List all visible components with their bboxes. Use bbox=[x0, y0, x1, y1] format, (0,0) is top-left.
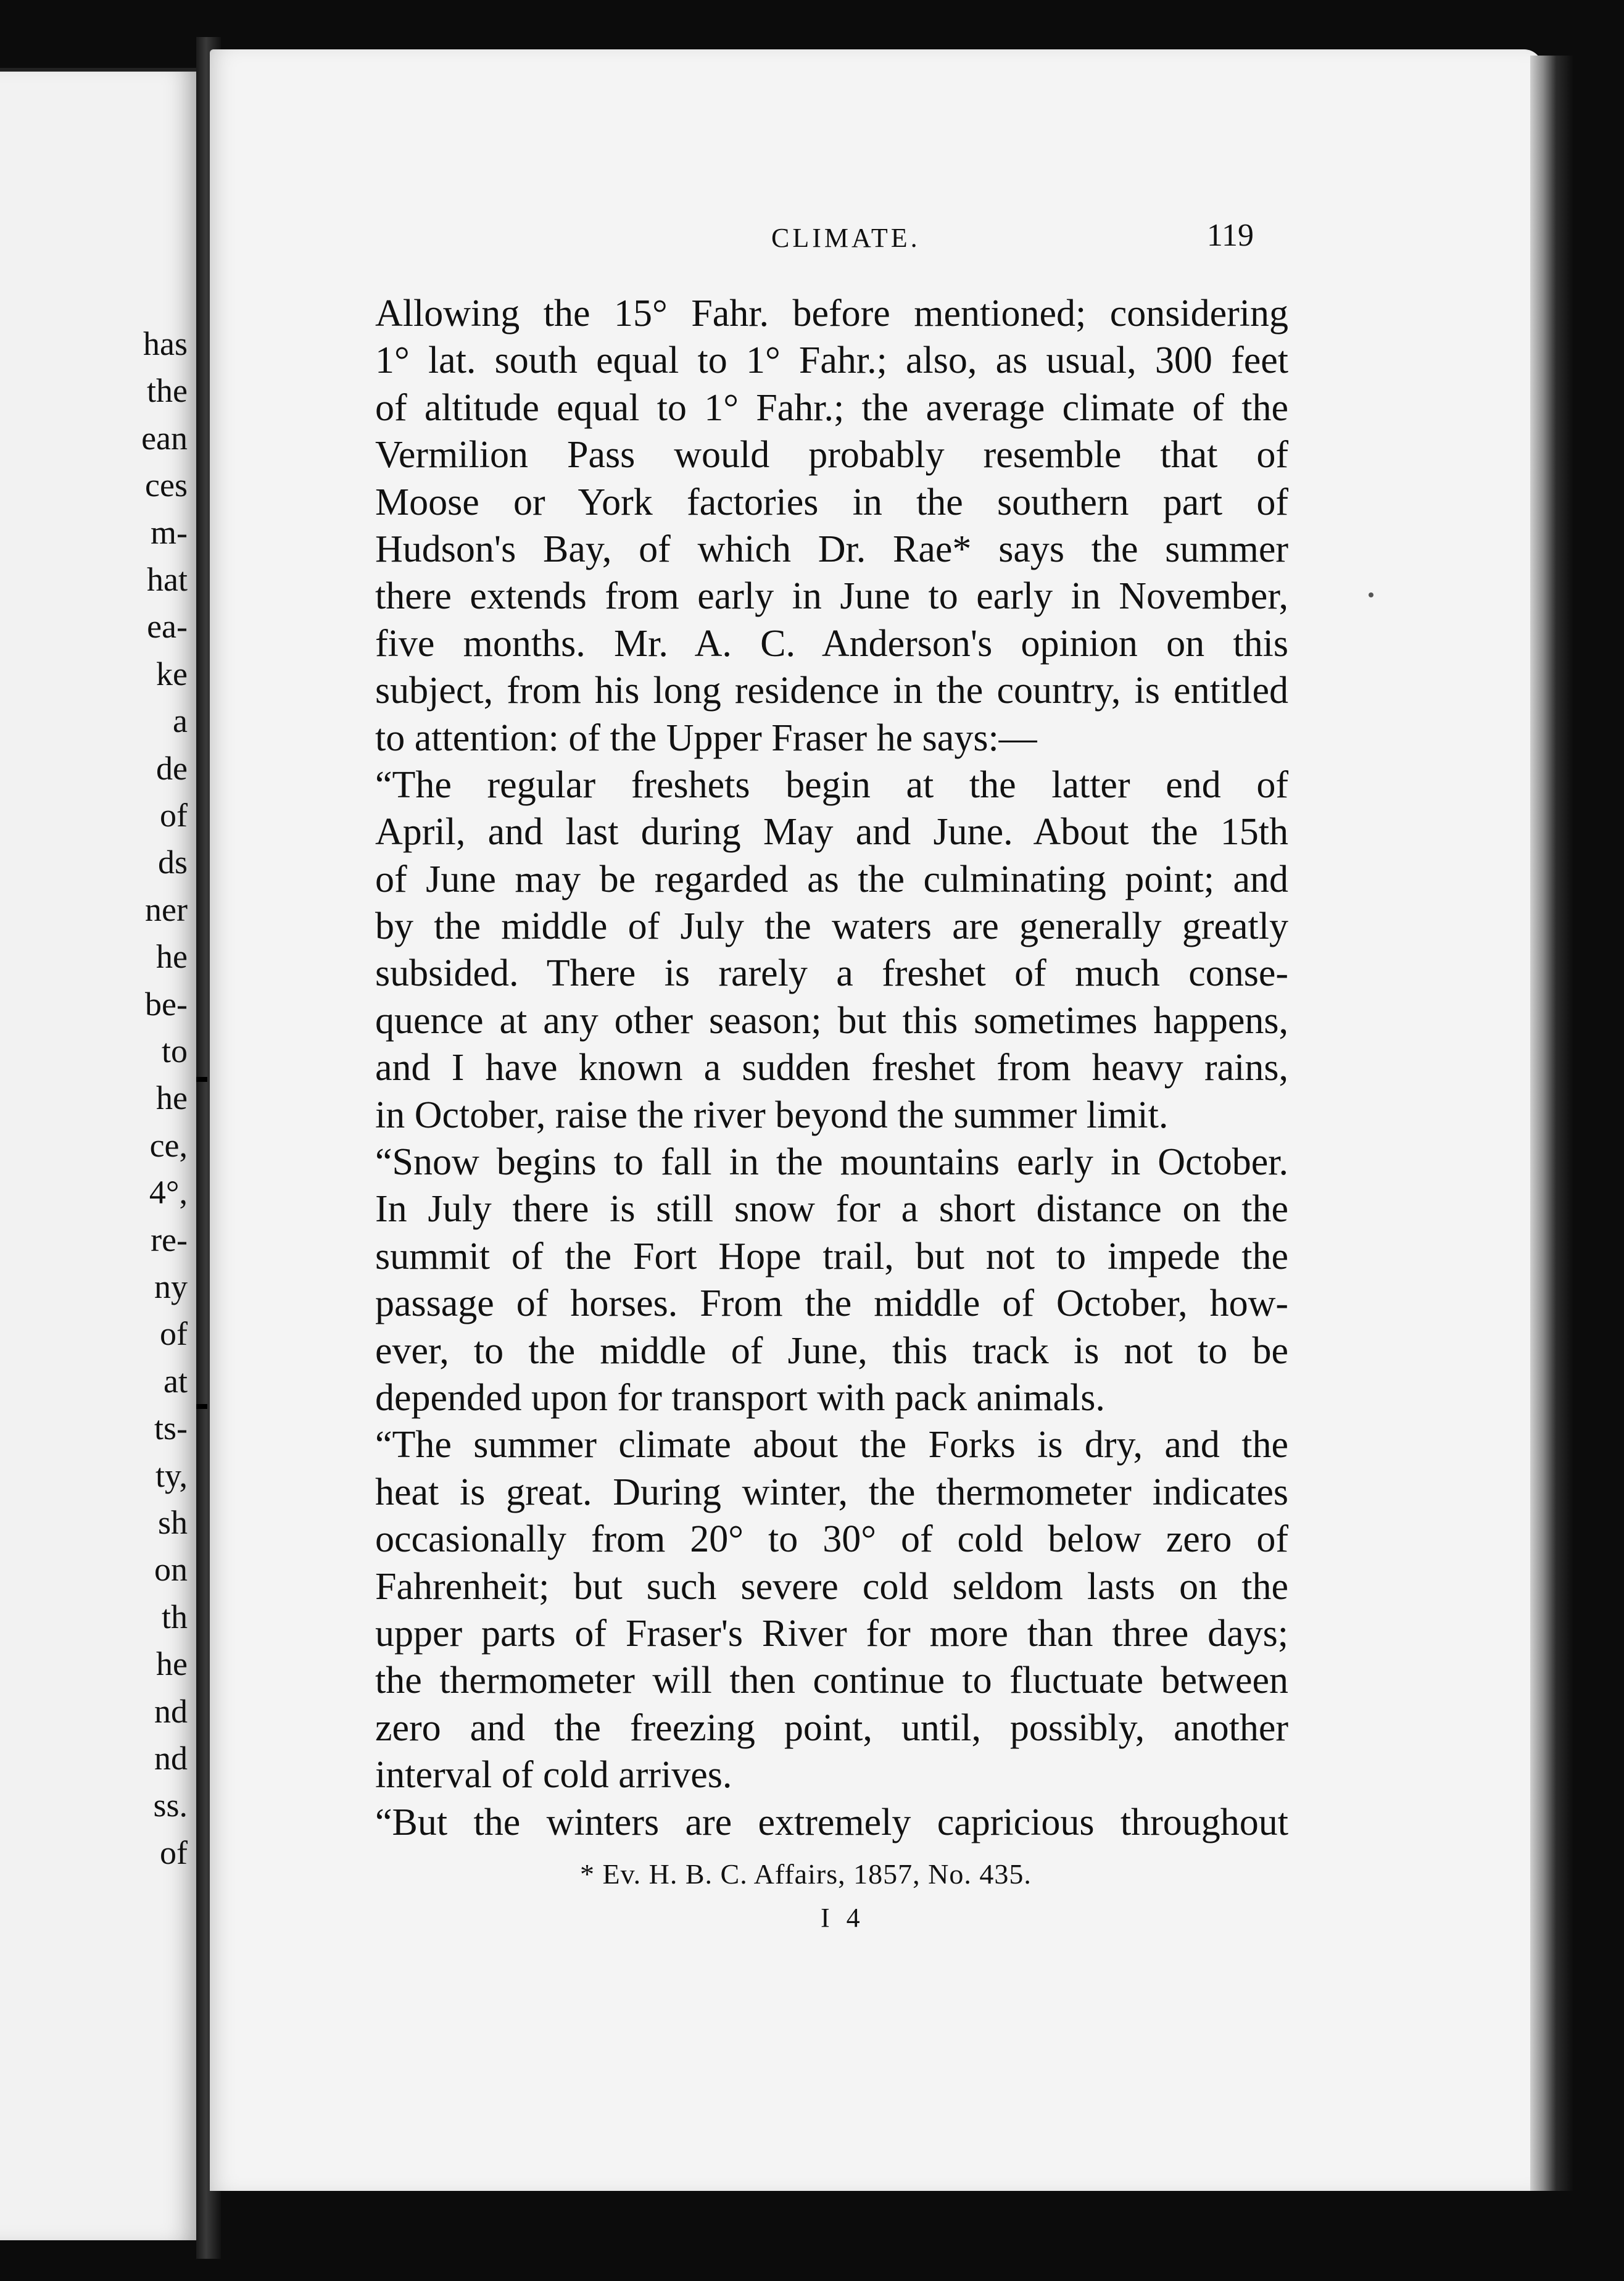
left-fragment: the bbox=[147, 372, 188, 410]
text-line: of June may be regarded as the culminating point; and bbox=[375, 858, 1288, 900]
left-fragment: de bbox=[156, 749, 188, 787]
left-fragment: ces bbox=[145, 467, 188, 504]
page-number: 119 bbox=[1206, 218, 1254, 253]
text-line: quence at any other season; but this sometimes happens, bbox=[375, 999, 1288, 1042]
running-head: CLIMATE. bbox=[771, 223, 921, 253]
left-fragment: ke bbox=[156, 655, 188, 692]
signature-mark: I 4 bbox=[821, 1903, 865, 1933]
top-rule bbox=[0, 68, 196, 72]
left-fragment: a bbox=[173, 702, 188, 740]
body-text bbox=[375, 290, 1288, 1846]
text-line: April, and last during May and June. About the 15th bbox=[375, 811, 1288, 854]
print-speck bbox=[1369, 592, 1373, 597]
text-line: heat is great. During winter, the thermometer indicates bbox=[375, 1471, 1288, 1513]
left-fragment: ty, bbox=[155, 1456, 188, 1494]
left-fragment: ts- bbox=[154, 1410, 188, 1447]
left-fragment: m- bbox=[151, 513, 188, 551]
text-line: of altitude equal to 1° Fahr.; the average climate of the bbox=[375, 386, 1288, 429]
left-fragment: to bbox=[161, 1032, 188, 1070]
left-fragment: ss. bbox=[153, 1787, 188, 1824]
left-fragment: ds bbox=[157, 844, 188, 881]
left-fragment: on bbox=[154, 1551, 188, 1589]
footnote: * Ev. H. B. C. Affairs, 1857, No. 435. bbox=[580, 1858, 1032, 1890]
left-fragment: re- bbox=[151, 1221, 188, 1258]
text-line: In July there is still snow for a short distance on the bbox=[375, 1188, 1288, 1231]
text-line: subsided. There is rarely a freshet of much conse- bbox=[375, 952, 1288, 995]
text-line: ever, to the middle of June, this track is not to be bbox=[375, 1329, 1288, 1372]
left-fragment: ce, bbox=[149, 1126, 188, 1164]
text-line: “The summer climate about the Forks is dry, and the bbox=[375, 1424, 1288, 1466]
left-fragment: ner bbox=[145, 891, 188, 928]
text-line: subject, from his long residence in the country, is entitled bbox=[375, 670, 1288, 712]
text-line: five months. Mr. A. C. Anderson's opinion on this bbox=[375, 622, 1288, 665]
gutter-mark bbox=[196, 1077, 207, 1082]
left-fragment: he bbox=[156, 938, 188, 976]
text-line: interval of cold arrives. bbox=[375, 1754, 732, 1797]
left-fragment: of bbox=[160, 1834, 188, 1871]
text-line: “Snow begins to fall in the mountains early in October. bbox=[375, 1141, 1288, 1184]
page-edge-shadow bbox=[1530, 56, 1573, 2191]
text-line: “But the winters are extremely capricious throughout bbox=[375, 1801, 1288, 1843]
left-fragment: nd bbox=[154, 1740, 188, 1777]
text-line: there extends from early in June to early in November, bbox=[375, 575, 1288, 618]
text-line: to attention: of the Upper Fraser he says:— bbox=[375, 717, 1037, 759]
text-line: by the middle of July the waters are generally greatly bbox=[375, 905, 1288, 948]
text-line: Vermilion Pass would probably resemble that of bbox=[375, 434, 1288, 476]
left-fragment: sh bbox=[157, 1504, 188, 1541]
left-fragment: he bbox=[156, 1645, 188, 1683]
left-fragment: 4°, bbox=[149, 1174, 188, 1211]
left-fragment: of bbox=[160, 797, 188, 834]
text-line: in October, raise the river beyond the summer limit. bbox=[375, 1094, 1169, 1136]
text-line: occasionally from 20° to 30° of cold below zero of bbox=[375, 1518, 1288, 1561]
text-line: upper parts of Fraser's River for more than three days; bbox=[375, 1612, 1288, 1655]
text-line: and I have known a sudden freshet from heavy rains, bbox=[375, 1047, 1288, 1089]
left-fragment: he bbox=[156, 1079, 188, 1117]
text-line: depended upon for transport with pack animals. bbox=[375, 1376, 1105, 1419]
facing-page-left bbox=[0, 68, 200, 2240]
text-line: summit of the Fort Hope trail, but not to impede the bbox=[375, 1235, 1288, 1278]
text-line: the thermometer will then continue to fluctuate between bbox=[375, 1660, 1288, 1702]
left-fragment: be- bbox=[145, 985, 188, 1023]
left-fragment: ean bbox=[141, 419, 188, 457]
left-fragment: ea- bbox=[147, 608, 188, 646]
text-line: zero and the freezing point, until, possibly, another bbox=[375, 1706, 1288, 1749]
gutter-mark bbox=[196, 1404, 207, 1409]
left-fragment: has bbox=[143, 325, 188, 362]
text-line: 1° lat. south equal to 1° Fahr.; also, as usual, 300 feet bbox=[375, 339, 1288, 382]
left-fragment: nd bbox=[154, 1692, 188, 1730]
left-fragment: th bbox=[161, 1598, 188, 1635]
left-fragment: of bbox=[160, 1315, 188, 1353]
text-line: Moose or York factories in the southern part of bbox=[375, 481, 1288, 523]
text-line: Allowing the 15° Fahr. before mentioned; considering bbox=[375, 293, 1288, 334]
text-line: “The regular freshets begin at the latter end of bbox=[375, 763, 1288, 806]
left-fragment: hat bbox=[147, 561, 188, 598]
left-fragment: ny bbox=[154, 1268, 188, 1305]
left-fragment: at bbox=[164, 1362, 188, 1400]
text-line: Fahrenheit; but such severe cold seldom lasts on the bbox=[375, 1565, 1288, 1608]
text-line: Hudson's Bay, of which Dr. Rae* says the summer bbox=[375, 528, 1288, 570]
text-line: passage of horses. From the middle of October, how- bbox=[375, 1282, 1288, 1325]
